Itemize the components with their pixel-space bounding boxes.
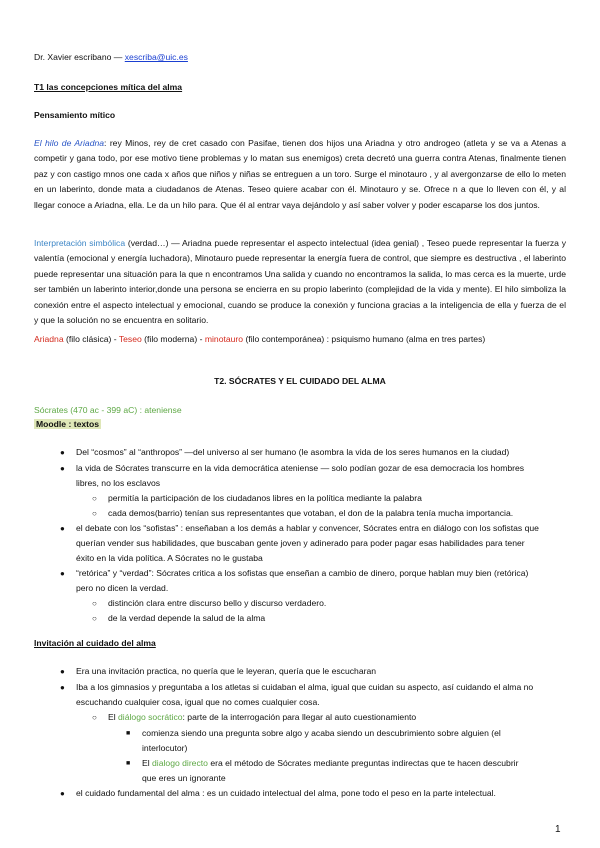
square-bullet: ■ [126, 760, 131, 767]
hilo-label: El hilo de Ariadna [34, 138, 105, 148]
bullet-dot: ● [60, 524, 65, 533]
page-number: 1 [555, 824, 561, 835]
dialogo-directo-desc: era el método de Sócrates mediante preguntas indirectas que te hacen descubrir [207, 758, 519, 768]
sub-bullet-circle: ○ [92, 713, 97, 722]
hilo-paragraph [34, 136, 566, 213]
square-bullet: ■ [126, 730, 131, 737]
bullet-sofistas-a: el debate con los “sofistas” : enseñaban a los demás a hablar y convencer, Sócrates entra en diálogo con los sofistas que [76, 523, 539, 533]
invitacion-gimnasios-a: Iba a los gimnasios y preguntaba a los atletas si cuidaban el alma, igual que cuidan su aspecto, así cuidando el alma no [76, 682, 534, 692]
dialogo-directo-term: dialogo directo [152, 758, 208, 768]
triad-teseo: Teseo [118, 334, 142, 344]
sub-dialogo-socratico [108, 710, 566, 725]
sq-dialogo-directo-b: que eres un ignorante [142, 773, 226, 783]
hilo-text: : rey Minos, rey de cret casado con Pasifae, tienen dos hijos una Ariadna y otro androgeo (atleta y se va a Atenas a competir y gana todo, por ese motivo tiene problemas y lo matan sus enemigos) creta decretó una guerra contra Atenas, finalmente tienen paz y con castigo mnos one cada x años que niños y niñas se entreguen a un toro. Surge el minotauro , y al avergonzarse de ello lo meten en un laberinto, donde mata a ciudadanos de Atenas. Teseo quiere acabar con él. Minotauro y se. Ofrece n a que lo lleven con él, y al llegar conoce a Ariadna, ella. Le da un hilo para. Que él al entrar vaya dejándolo y así saber volver y poder escaparse los dos juntos. [34, 138, 566, 210]
bullet-dot: ● [60, 448, 65, 457]
dialogo-directo-prefix: El [142, 758, 153, 768]
triad-ariadna-note: (filo clásica) - [63, 334, 119, 344]
bullet-dot: ● [60, 667, 65, 676]
triad-teseo-note: (filo moderna) - [141, 334, 205, 344]
invitacion-practica: Era una invitación practica, no quería que le leyeran, quería que le escucharan [76, 666, 377, 676]
t1-title: T1 las concepciones mítica del alma [34, 82, 183, 92]
bullet-retorica-a: “retórica” y “verdad”: Sócrates critica a los sofistas que enseñan a cambio de dinero, porque hablan muy bien (retórica) [76, 568, 529, 578]
bullet-dot: ● [60, 464, 65, 473]
dialogo-prefix: El [108, 712, 119, 722]
interpretacion-paragraph [34, 236, 566, 328]
sub-verdad: de la verdad depende la salud de la alma [108, 613, 266, 623]
moodle-line [34, 417, 566, 432]
sub-bullet-circle: ○ [92, 614, 97, 623]
triad-line [34, 332, 566, 347]
moodle-highlight: Moodle : textos [36, 419, 100, 429]
dialogo-socratico-desc: : parte de la interrogación para llegar al auto cuestionamiento [182, 712, 417, 722]
bullet-dot: ● [60, 789, 65, 798]
sub-bullet-circle: ○ [92, 494, 97, 503]
author-line [34, 50, 566, 65]
sub-bullet-circle: ○ [92, 509, 97, 518]
bullet-retorica-b: pero no dicen la verdad. [76, 583, 169, 593]
bullet-democracia-a: la vida de Sócrates transcurre en la vida democrática ateniense — solo podían gozar de esa democracia los hombres [76, 463, 525, 473]
sq-dialogo-directo [142, 756, 566, 771]
bullet-sofistas-b: querían vender sus habilidades, que buscaban gente joven y adinerado para poder pagar esas habilidades para tener [76, 538, 525, 548]
socrates-heading: Sócrates (470 ac - 399 aC) : ateniense [34, 405, 182, 415]
bullet-dot: ● [60, 683, 65, 692]
sub-bullet-circle: ○ [92, 599, 97, 608]
interpretacion-label: Interpretación simbólica [34, 238, 126, 248]
interpretacion-text: (verdad…) — Ariadna puede representar el aspecto intelectual (idea genial) , Teseo puede representar la fuerza y valentía (emocional y energía luchadora), Minotauro puede representar la energía fuera de control, que siempre es destructiva , el laberinto puede representar una situación para la que n encontramos Una salida y cuando no encontramos la salida, lo mas cerca es la muerte, urde ser también un laberinto interior,donde una persona se encierra en su propio laberinto (complejidad de la vida y mente). El hilo simboliza la conexión entre el aspecto intelectual y emocional, cuando se produce la conexión y funciona gracias a la inteligencia de ella y fuerza de el y que la solución no se encuentra en solitario. [34, 238, 566, 326]
bullet-sofistas-c: éxito en la vida política. A Sócrates no le gustaba [76, 553, 263, 563]
sub-demos: cada demos(barrio) tenían sus representantes que votaban, el don de la palabra tenía mucha importancia. [108, 508, 514, 518]
bullet-dot: ● [60, 569, 65, 578]
t2-title: T2. SÓCRATES Y EL CUIDADO DEL ALMA [214, 376, 386, 386]
triad-minotauro-note: (filo contemporánea) : psiquismo humano (alma en tres partes) [243, 334, 486, 344]
invitacion-gimnasios-b: escuchando cualquier cosa, igual que no comes cualquier cosa. [76, 697, 320, 707]
sub-participacion: permitía la participación de los ciudadanos libres en la política mediante la palabra [108, 493, 422, 503]
invitacion-title: Invitación al cuidado del alma [34, 638, 156, 648]
sub-distincion: distinción clara entre discurso bello y discurso verdadero. [108, 598, 327, 608]
sq-pregunta-a: comienza siendo una pregunta sobre algo y acaba siendo un descubrimiento sobre alguien (el [142, 728, 501, 738]
bullet-cosmos: Del “cosmos” al “anthropos” —del universo al ser humano (le asombra la vida de los seres humanos en la ciudad) [76, 447, 510, 457]
t1-subtitle: Pensamiento mítico [34, 110, 116, 120]
author-email-link[interactable]: xescriba@uic.es [124, 52, 188, 62]
bullet-democracia-b: libres, no los esclavos [76, 478, 161, 488]
invitacion-cuidado-fundamental: el cuidado fundamental del alma : es un cuidado intelectual del alma, pone todo el peso en la parte intelectual. [76, 788, 496, 798]
triad-ariadna: Ariadna [34, 334, 64, 344]
triad-minotauro: minotauro [204, 334, 244, 344]
author-name: Dr. Xavier escribano — [34, 52, 125, 62]
sq-pregunta-b: interlocutor) [142, 743, 188, 753]
dialogo-socratico-term: diálogo socrático [118, 712, 183, 722]
